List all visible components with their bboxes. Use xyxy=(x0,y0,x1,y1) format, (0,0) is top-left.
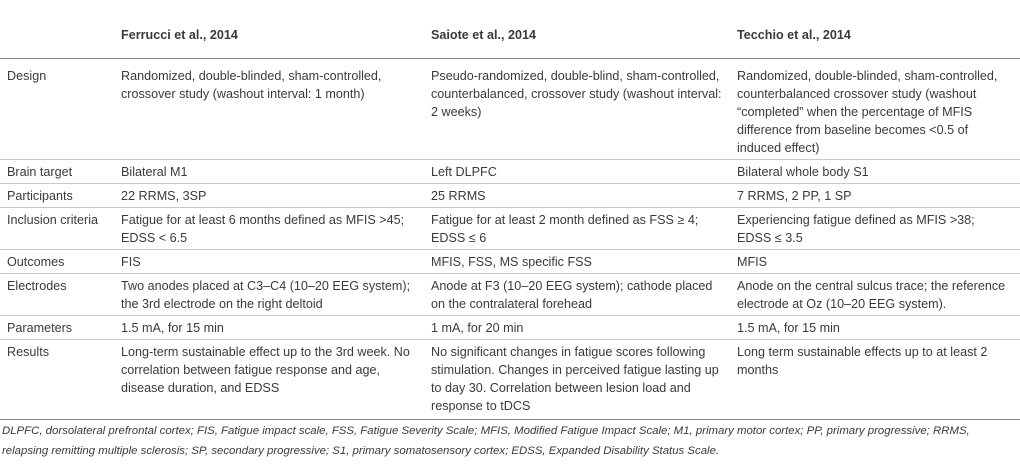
table-cell: Bilateral whole body S1 xyxy=(737,160,1020,184)
table-cell: 1 mA, for 20 min xyxy=(431,316,737,340)
table-cell: Long term sustainable effects up to at least 2 months xyxy=(737,340,1020,420)
header-study-ferrucci: Ferrucci et al., 2014 xyxy=(121,14,431,59)
table-cell: Anode at F3 (10–20 EEG system); cathode placed on the contralateral forehead xyxy=(431,274,737,316)
table-cell: Pseudo-randomized, double-blind, sham-controlled, counterbalanced, crossover study (washout interval: 2 weeks) xyxy=(431,59,737,160)
header-study-tecchio: Tecchio et al., 2014 xyxy=(737,14,1020,59)
table-cell: 7 RRMS, 2 PP, 1 SP xyxy=(737,184,1020,208)
row-label: Brain target xyxy=(0,160,121,184)
table-cell: Experiencing fatigue defined as MFIS >38; EDSS ≤ 3.5 xyxy=(737,208,1020,250)
table-cell: Bilateral M1 xyxy=(121,160,431,184)
table-row-brain-target xyxy=(0,160,1020,184)
row-label: Outcomes xyxy=(0,250,121,274)
table-cell: Randomized, double-blinded, sham-controlled, counterbalanced crossover study (washout “completed” when the percentage of MFIS difference from baseline becomes <0.5 of induced effect) xyxy=(737,59,1020,160)
table-cell: Long-term sustainable effect up to the 3rd week. No correlation between fatigue response and age, disease duration, and EDSS xyxy=(121,340,431,420)
table-cell: 25 RRMS xyxy=(431,184,737,208)
study-comparison-table xyxy=(0,14,1020,420)
table-cell: Fatigue for at least 6 months defined as MFIS >45; EDSS < 6.5 xyxy=(121,208,431,250)
table-cell: No significant changes in fatigue scores following stimulation. Changes in perceived fatigue lasting up to day 30. Correlation between lesion load and response to tDCS xyxy=(431,340,737,420)
table-cell: Randomized, double-blinded, sham-controlled, crossover study (washout interval: 1 month) xyxy=(121,59,431,160)
table-row-inclusion-criteria xyxy=(0,208,1020,250)
row-label: Design xyxy=(0,59,121,160)
row-label: Electrodes xyxy=(0,274,121,316)
row-label: Parameters xyxy=(0,316,121,340)
table-row-participants xyxy=(0,184,1020,208)
table-cell: FIS xyxy=(121,250,431,274)
table-cell: MFIS, FSS, MS specific FSS xyxy=(431,250,737,274)
row-label: Inclusion criteria xyxy=(0,208,121,250)
table-row-design xyxy=(0,59,1020,160)
table-cell: Left DLPFC xyxy=(431,160,737,184)
header-study-saiote: Saiote et al., 2014 xyxy=(431,14,737,59)
table-cell: 1.5 mA, for 15 min xyxy=(737,316,1020,340)
table-cell: Two anodes placed at C3–C4 (10–20 EEG system); the 3rd electrode on the right deltoid xyxy=(121,274,431,316)
table-cell: 22 RRMS, 3SP xyxy=(121,184,431,208)
table-footnote: DLPFC, dorsolateral prefrontal cortex; FIS, Fatigue impact scale, FSS, Fatigue Severity Scale; MFIS, Modified Fatigue Impact Scale; M1, primary motor cortex; PP, primary progressive; RRMS, relapsing remitting multiple sclerosis; SP, secondary progressive; S1, primary somatosensory cortex; EDSS, Expanded Disability Status Scale. xyxy=(2,425,970,457)
row-label: Results xyxy=(0,340,121,420)
table-row-parameters xyxy=(0,316,1020,340)
header-row xyxy=(0,14,1020,59)
table-cell: Anode on the central sulcus trace; the reference electrode at Oz (10–20 EEG system). xyxy=(737,274,1020,316)
table-row-outcomes xyxy=(0,250,1020,274)
table-row-results xyxy=(0,340,1020,420)
table-cell: Fatigue for at least 2 month defined as FSS ≥ 4; EDSS ≤ 6 xyxy=(431,208,737,250)
header-corner xyxy=(0,14,121,59)
table-cell: 1.5 mA, for 15 min xyxy=(121,316,431,340)
table-cell: MFIS xyxy=(737,250,1020,274)
table-row-electrodes xyxy=(0,274,1020,316)
row-label: Participants xyxy=(0,184,121,208)
